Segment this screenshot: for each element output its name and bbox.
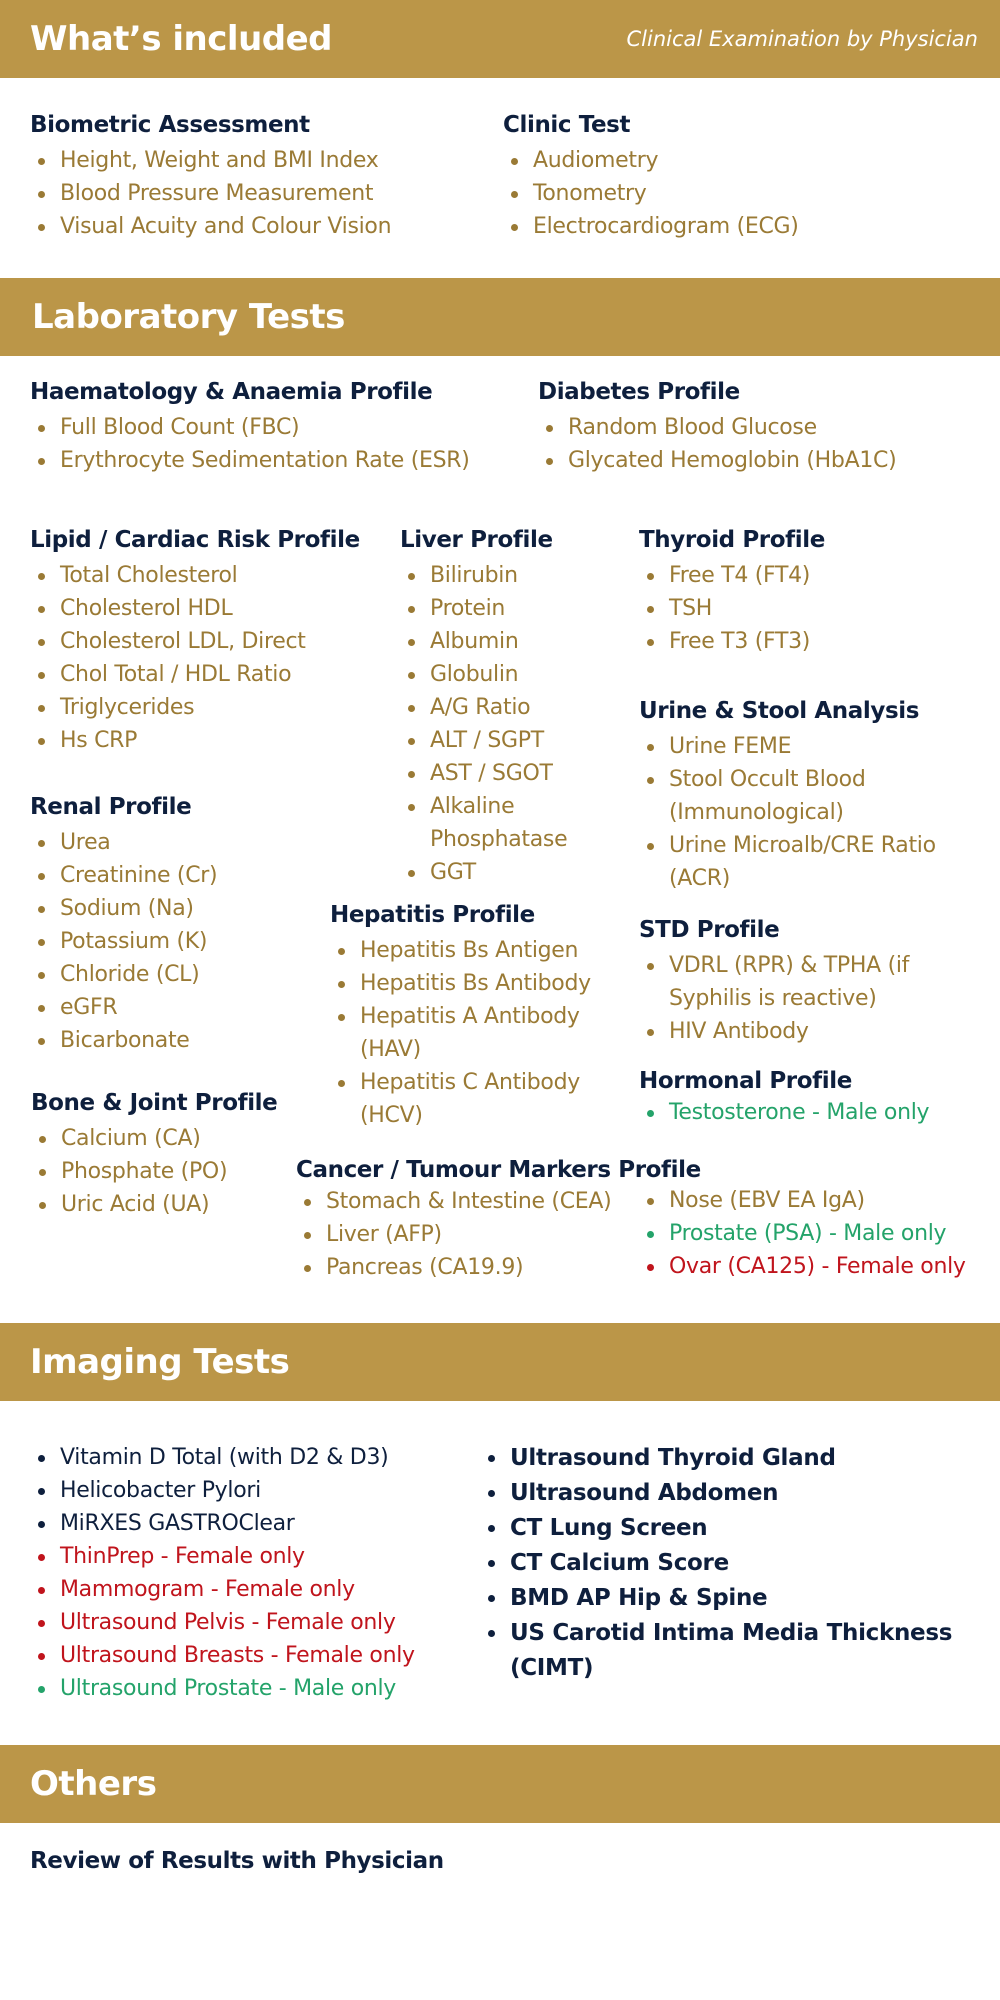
list-item: Audiometry	[503, 144, 799, 177]
list-item: Cholesterol HDL	[30, 592, 360, 625]
list-item: ThinPrep - Female only	[30, 1540, 415, 1573]
std-title: STD Profile	[639, 917, 780, 943]
list-item: Ultrasound Breasts - Female only	[30, 1639, 415, 1672]
list-item: Stool Occult Blood (Immunological)	[639, 763, 899, 829]
list-item: ALT / SGPT	[400, 724, 630, 757]
list-item: Free T3 (FT3)	[639, 625, 979, 658]
thyroid-group	[639, 525, 979, 658]
list-item: Electrocardiogram (ECG)	[503, 210, 799, 243]
list-item: Uric Acid (UA)	[31, 1188, 277, 1221]
renal-title: Renal Profile	[30, 794, 192, 820]
list-item: Triglycerides	[30, 691, 360, 724]
list-item: Bilirubin	[400, 559, 630, 592]
list-item: Cholesterol LDL, Direct	[30, 625, 360, 658]
list-item: Ultrasound Thyroid Gland	[480, 1441, 980, 1476]
list-item: Chloride (CL)	[30, 958, 217, 991]
list-item: Blood Pressure Measurement	[30, 177, 391, 210]
list-item: Phosphate (PO)	[31, 1155, 277, 1188]
list-item: Height, Weight and BMI Index	[30, 144, 391, 177]
list-item: Sodium (Na)	[30, 892, 217, 925]
list-item: Free T4 (FT4)	[639, 559, 979, 592]
list-item: Ultrasound Prostate - Male only	[30, 1672, 415, 1705]
list-item: Random Blood Glucose	[538, 411, 896, 444]
list-item: HIV Antibody	[639, 1015, 969, 1048]
liver-title: Liver Profile	[400, 527, 553, 553]
diabetes-title: Diabetes Profile	[538, 379, 740, 405]
haematology-title: Haematology & Anaemia Profile	[30, 379, 433, 405]
hormonal-group	[639, 1066, 929, 1129]
list-item: Helicobacter Pylori	[30, 1474, 415, 1507]
list-item: Vitamin D Total (with D2 & D3)	[30, 1441, 415, 1474]
list-item: A/G Ratio	[400, 691, 630, 724]
list-item: Ultrasound Abdomen	[480, 1476, 980, 1511]
list-item: Chol Total / HDL Ratio	[30, 658, 360, 691]
list-item: Creatinine (Cr)	[30, 859, 217, 892]
list-item: AST / SGOT	[400, 757, 630, 790]
list-item: Hepatitis C Antibody (HCV)	[330, 1066, 600, 1132]
cancer-markers-title: Cancer / Tumour Markers Profile	[296, 1157, 701, 1183]
bone-joint-title: Bone & Joint Profile	[31, 1090, 278, 1116]
haematology-group	[30, 377, 470, 477]
list-item: Testosterone - Male only	[639, 1096, 929, 1129]
list-item: Tonometry	[503, 177, 799, 210]
list-item: Glycated Hemoglobin (HbA1C)	[538, 444, 896, 477]
list-item: Erythrocyte Sedimentation Rate (ESR)	[30, 444, 470, 477]
list-item: US Carotid Intima Media Thickness (CIMT)	[480, 1616, 970, 1686]
liver-group	[400, 525, 630, 889]
list-item: Ovar (CA125) - Female only	[639, 1250, 966, 1283]
bone-joint-group	[31, 1088, 277, 1221]
others-band	[0, 1745, 1000, 1823]
list-item: Mammogram - Female only	[30, 1573, 415, 1606]
diabetes-group	[538, 377, 896, 477]
imaging-tests-title: Imaging Tests	[30, 1342, 290, 1382]
imaging-right-group	[480, 1441, 980, 1686]
list-item: Potassium (K)	[30, 925, 217, 958]
biometric-assessment-group	[30, 110, 391, 243]
hormonal-title: Hormonal Profile	[639, 1068, 852, 1094]
list-item: BMD AP Hip & Spine	[480, 1581, 980, 1616]
list-item: TSH	[639, 592, 979, 625]
list-item: Full Blood Count (FBC)	[30, 411, 470, 444]
list-item: Prostate (PSA) - Male only	[639, 1217, 966, 1250]
list-item: Globulin	[400, 658, 630, 691]
review-results-text: Review of Results with Physician	[30, 1848, 444, 1874]
list-item: Alkaline Phosphatase	[400, 790, 600, 856]
std-group	[639, 915, 969, 1048]
lipid-title: Lipid / Cardiac Risk Profile	[30, 527, 360, 553]
list-item: Liver (AFP)	[296, 1218, 701, 1251]
renal-group	[30, 792, 217, 1057]
list-item: Urine FEME	[639, 730, 984, 763]
list-item: Urea	[30, 826, 217, 859]
whats-included-title: What’s included	[30, 19, 333, 59]
list-item: CT Calcium Score	[480, 1546, 980, 1581]
imaging-left-group	[30, 1441, 415, 1705]
cancer-markers-right-group	[639, 1184, 966, 1283]
list-item: Protein	[400, 592, 630, 625]
list-item: Visual Acuity and Colour Vision	[30, 210, 391, 243]
list-item: Hepatitis Bs Antigen	[330, 934, 630, 967]
list-item: Hepatitis A Antibody (HAV)	[330, 1000, 600, 1066]
laboratory-tests-band	[0, 278, 1000, 356]
list-item: Calcium (CA)	[31, 1122, 277, 1155]
biometric-assessment-title: Biometric Assessment	[30, 112, 310, 138]
list-item: CT Lung Screen	[480, 1511, 980, 1546]
list-item: Pancreas (CA19.9)	[296, 1251, 701, 1284]
urine-stool-group	[639, 696, 984, 895]
hepatitis-title: Hepatitis Profile	[330, 902, 535, 928]
others-title: Others	[30, 1764, 157, 1804]
laboratory-tests-title: Laboratory Tests	[32, 297, 345, 337]
list-item: Hs CRP	[30, 724, 360, 757]
list-item: Total Cholesterol	[30, 559, 360, 592]
imaging-tests-band	[0, 1323, 1000, 1401]
list-item: GGT	[400, 856, 630, 889]
thyroid-title: Thyroid Profile	[639, 527, 825, 553]
list-item: Albumin	[400, 625, 630, 658]
clinic-test-title: Clinic Test	[503, 112, 631, 138]
clinical-examination-subtitle: Clinical Examination by Physician	[626, 27, 978, 51]
lipid-group	[30, 525, 360, 757]
list-item: Bicarbonate	[30, 1024, 217, 1057]
whats-included-band	[0, 0, 1000, 78]
list-item: Hepatitis Bs Antibody	[330, 967, 630, 1000]
list-item: VDRL (RPR) & TPHA (if Syphilis is reactive)	[639, 949, 939, 1015]
list-item: Nose (EBV EA IgA)	[639, 1184, 966, 1217]
urine-stool-title: Urine & Stool Analysis	[639, 698, 920, 724]
list-item: Stomach & Intestine (CEA)	[296, 1185, 701, 1218]
list-item: Urine Microalb/CRE Ratio (ACR)	[639, 829, 959, 895]
hepatitis-group	[330, 900, 630, 1132]
list-item: eGFR	[30, 991, 217, 1024]
list-item: Ultrasound Pelvis - Female only	[30, 1606, 415, 1639]
clinic-test-group	[503, 110, 799, 243]
list-item: MiRXES GASTROClear	[30, 1507, 415, 1540]
